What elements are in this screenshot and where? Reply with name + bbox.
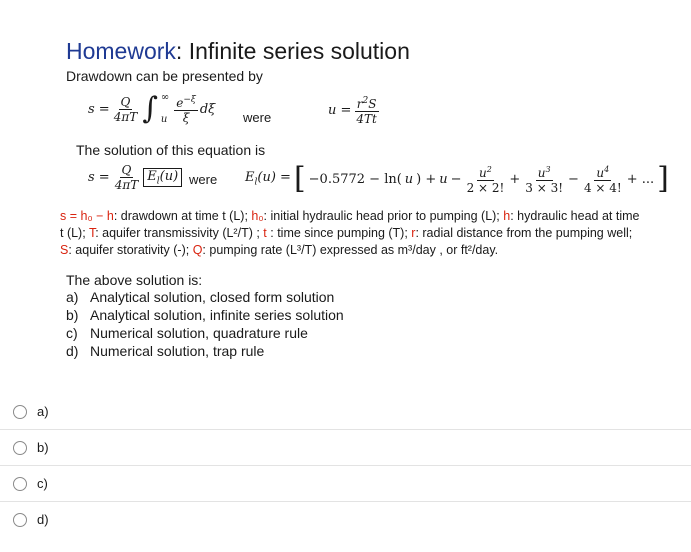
answer-choice-a[interactable]: [0, 394, 691, 429]
question-prompt: The above solution is:: [66, 272, 203, 288]
def-r-term: r: [411, 226, 416, 240]
title-rest: : Infinite series solution: [175, 38, 410, 64]
def-h-term: h: [503, 209, 511, 223]
answer-label: b): [37, 440, 49, 455]
answer-choice-c[interactable]: [0, 465, 691, 501]
option-item: b) Analytical solution, infinite series solution: [66, 307, 344, 323]
slide-title: [66, 38, 410, 65]
def-Q-text: : pumping rate (L³/T) expressed as m³/day , or ft²/day.: [202, 243, 499, 257]
solution-label: The solution of this equation is: [76, 142, 266, 158]
option-item: a) Analytical solution, closed form solution: [66, 289, 335, 305]
option-item: d) Numerical solution, trap rule: [66, 343, 265, 359]
def-t-term: t: [263, 226, 267, 240]
def-t-text: : time since pumping (T);: [266, 226, 412, 240]
def-s-text: : drawdown at time t (L);: [113, 209, 252, 223]
drawdown-integral-equation: s = $\frac{Q}{4\pi T}$ ∫ ∞ u $\frac{e^{-\xi}}{\xi}$ dξ: [88, 91, 216, 126]
def-S-text: : aquifer storativity (-);: [68, 243, 193, 257]
def-S-term: S: [60, 243, 69, 257]
answer-choice-d[interactable]: [0, 501, 691, 537]
variable-definitions: [60, 208, 640, 259]
radio-button[interactable]: [13, 405, 27, 419]
series-expansion-equation: $E_l(u)$ = [ −0.5772 − ln( u ) + u − $\frac{u^2}{2 \times 2!}$ + $\frac{u^3}{3 \times 3!}$ − $\frac{u^4}{4 \times 4!}$ + ... ]: [245, 161, 669, 196]
def-h-text: : hydraulic head at time t (L);: [60, 209, 640, 240]
option-list: [66, 288, 344, 360]
were-label-1: were: [243, 110, 272, 125]
def-h0-term: h₀: [251, 209, 264, 223]
radio-button[interactable]: [13, 477, 27, 491]
option-item: c) Numerical solution, quadrature rule: [66, 325, 308, 341]
u-definition-equation: u = $\frac{r^2S}{4Tt}$: [328, 96, 377, 126]
well-function-equation: s = $\frac{Q}{4\pi T}$ $E_l(u)$: [88, 163, 182, 192]
were-label-2: were: [189, 172, 218, 187]
radio-button[interactable]: [13, 441, 27, 455]
def-s-term: s = h₀ − h: [60, 209, 114, 223]
answer-label: a): [37, 404, 49, 419]
def-Q-term: Q: [192, 243, 203, 257]
answer-label: c): [37, 476, 48, 491]
def-T-term: T: [88, 226, 96, 240]
answer-label: d): [37, 512, 49, 527]
radio-button[interactable]: [13, 513, 27, 527]
def-h0-text: : initial hydraulic head prior to pumping (L);: [263, 209, 504, 223]
slide-subtitle: Drawdown can be presented by: [66, 68, 263, 84]
title-accent: Homework: [66, 38, 176, 64]
def-T-text: : aquifer transmissivity (L²/T) ;: [95, 226, 264, 240]
answer-choice-b[interactable]: [0, 429, 691, 465]
def-r-text: : radial distance from the pumping well;: [415, 226, 633, 240]
answer-choices: [0, 394, 691, 537]
